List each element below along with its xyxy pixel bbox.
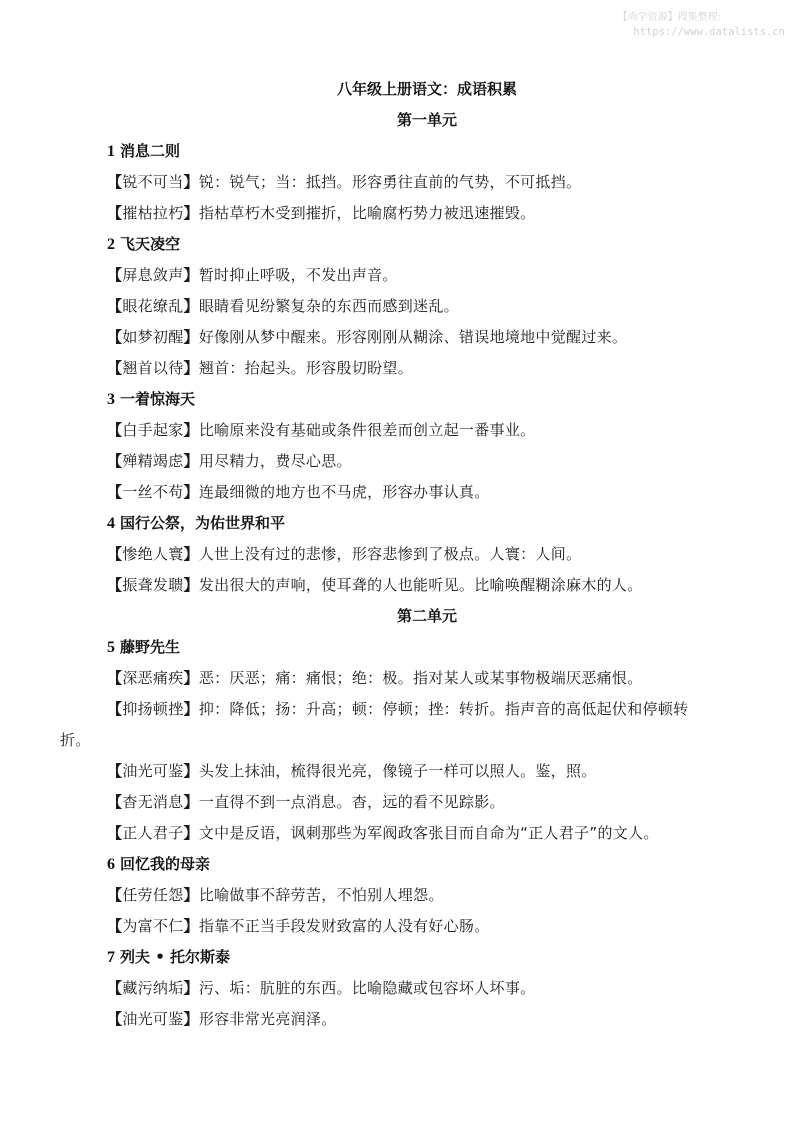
lesson-name: 藤野先生: [120, 638, 181, 656]
idiom-term: 殚精竭虑: [122, 452, 184, 470]
idiom-term: 锐不可当: [122, 173, 184, 191]
idiom-definition: 文中是反语，讽刺那些为军阀政客张目而自命为“正人君子”的文人。: [198, 824, 659, 842]
idiom-term: 抑扬顿挫: [122, 700, 184, 718]
idiom-entry: 【殚精竭虑】用尽精力，费尽心思。: [107, 452, 352, 470]
idiom-term: 惨绝人寰: [122, 545, 184, 563]
lesson-name: 一着惊海天: [120, 390, 196, 408]
idiom-entry: 【摧枯拉朽】指枯草朽木受到摧折，比喻腐朽势力被迅速摧毁。: [107, 204, 536, 222]
lesson-heading: [107, 508, 727, 539]
document-page: [60, 74, 727, 1035]
idiom-entry: 【杳无消息】一直得不到一点消息。杳，远的看不见踪影。: [107, 793, 505, 811]
idiom-definition: 发出很大的声响，使耳聋的人也能听见。比喻唤醒糊涂麻木的人。: [198, 576, 643, 594]
idiom-entry: 【屏息敛声】暂时抑止呼吸，不发出声音。: [107, 266, 398, 284]
watermark: [618, 10, 785, 40]
idiom-entry: 【深恶痛疾】恶：厌恶；痛：痛恨；绝：极。指对某人或某事物极端厌恶痛恨。: [107, 669, 643, 687]
idiom-entry: 【正人君子】文中是反语，讽刺那些为军阀政客张目而自命为“正人君子”的文人。: [107, 824, 659, 842]
watermark-source: 【尚学资源】搜集整理:: [617, 12, 721, 23]
lesson-heading: [107, 632, 727, 663]
idiom-term: 油光可鉴: [122, 762, 184, 780]
idiom-definition: 恶：厌恶；痛：痛恨；绝：极。指对某人或某事物极端厌恶痛恨。: [198, 669, 643, 687]
idiom-definition: 暂时抑止呼吸，不发出声音。: [198, 266, 398, 284]
idiom-definition: 比喻做事不辞劳苦，不怕别人埋怨。: [198, 886, 444, 904]
idiom-term: 深恶痛疾: [122, 669, 184, 687]
idiom-term: 藏污纳垢: [122, 979, 184, 997]
idiom-definition: 指靠不正当手段发财致富的人没有好心肠。: [198, 917, 490, 935]
idiom-entry: 【惨绝人寰】人世上没有过的悲惨，形容悲惨到了极点。人寰：人间。: [107, 545, 582, 563]
lesson-heading: [107, 849, 727, 880]
unit-title: 第二单元: [396, 607, 457, 625]
idiom-entry: 【油光可鉴】头发上抹油，梳得很光亮，像镜子一样可以照人。鉴，照。: [107, 762, 597, 780]
lesson-name: 消息二则: [120, 142, 181, 160]
idiom-entry: 【白手起家】比喻原来没有基础或条件很差而创立起一番事业。: [107, 421, 536, 439]
idiom-entry: 【振聋发聩】发出很大的声响，使耳聋的人也能听见。比喻唤醒糊涂麻木的人。: [107, 576, 643, 594]
lesson-number: 5: [107, 639, 115, 656]
idiom-term: 翘首以待: [122, 359, 184, 377]
idiom-entry: 【锐不可当】锐：锐气；当：抵挡。形容勇往直前的气势，不可抵挡。: [107, 173, 582, 191]
idiom-definition: 一直得不到一点消息。杳，远的看不见踪影。: [198, 793, 505, 811]
lesson-number: 3: [107, 391, 115, 408]
idiom-definition: 头发上抹油，梳得很光亮，像镜子一样可以照人。鉴，照。: [198, 762, 597, 780]
lesson-heading: [107, 136, 727, 167]
document-title: 八年级上册语文：成语积累: [336, 80, 517, 98]
idiom-definition: 抑：降低；扬：升高；顿：停顿；挫：转折。指声音的高低起伏和停顿转: [198, 700, 689, 718]
idiom-term: 任劳任怨: [122, 886, 184, 904]
idiom-entry: 【一丝不苟】连最细微的地方也不马虎，形容办事认真。: [107, 483, 490, 501]
idiom-definition: 锐：锐气；当：抵挡。形容勇往直前的气势，不可抵挡。: [198, 173, 582, 191]
idiom-definition: 翘首：抬起头。形容殷切盼望。: [198, 359, 414, 377]
idiom-definition: 用尽精力，费尽心思。: [198, 452, 352, 470]
lesson-number: 2: [107, 236, 115, 253]
idiom-term: 白手起家: [122, 421, 184, 439]
lesson-number: 6: [107, 856, 115, 873]
lesson-name: 回忆我的母亲: [120, 855, 211, 873]
idiom-term: 摧枯拉朽: [122, 204, 184, 222]
idiom-term: 眼花缭乱: [122, 297, 184, 315]
idiom-entry: 【眼花缭乱】眼睛看见纷繁复杂的东西而感到迷乱。: [107, 297, 459, 315]
unit-title: 第一单元: [396, 111, 457, 129]
idiom-term: 杳无消息: [122, 793, 184, 811]
idiom-entry: 【抑扬顿挫】抑：降低；扬：升高；顿：停顿；挫：转折。指声音的高低起伏和停顿转: [107, 700, 689, 718]
idiom-definition-continuation: 折。: [60, 731, 91, 749]
idiom-term: 屏息敛声: [122, 266, 184, 284]
lesson-name: 飞天凌空: [120, 235, 181, 253]
idiom-definition: 人世上没有过的悲惨，形容悲惨到了极点。人寰：人间。: [198, 545, 582, 563]
idiom-term: 油光可鉴: [122, 1010, 184, 1028]
idiom-term: 一丝不苟: [122, 483, 184, 501]
idiom-entry: 【为富不仁】指靠不正当手段发财致富的人没有好心肠。: [107, 917, 490, 935]
idiom-term: 正人君子: [122, 824, 184, 842]
idiom-entry: 【翘首以待】翘首：抬起头。形容殷切盼望。: [107, 359, 414, 377]
lesson-heading: [107, 942, 727, 973]
idiom-definition: 形容非常光亮润泽。: [198, 1010, 337, 1028]
idiom-definition: 眼睛看见纷繁复杂的东西而感到迷乱。: [198, 297, 459, 315]
idiom-definition: 好像刚从梦中醒来。形容刚刚从糊涂、错误地境地中觉醒过来。: [198, 328, 628, 346]
idiom-term: 如梦初醒: [122, 328, 184, 346]
idiom-definition: 污、垢：肮脏的东西。比喻隐藏或包容坏人坏事。: [198, 979, 536, 997]
idiom-definition: 连最细微的地方也不马虎，形容办事认真。: [198, 483, 490, 501]
idiom-entry: 【油光可鉴】形容非常光亮润泽。: [107, 1010, 337, 1028]
idiom-definition: 比喻原来没有基础或条件很差而创立起一番事业。: [198, 421, 536, 439]
idiom-term: 为富不仁: [122, 917, 184, 935]
lesson-number: 4: [107, 515, 115, 532]
idiom-term: 振聋发聩: [122, 576, 184, 594]
lesson-name: 国行公祭，为佑世界和平: [120, 514, 286, 532]
watermark-url: https://www.datalists.cn: [633, 26, 785, 38]
lesson-heading: [107, 384, 727, 415]
lesson-heading: [107, 229, 727, 260]
lesson-number: 1: [107, 143, 115, 160]
idiom-definition: 指枯草朽木受到摧折，比喻腐朽势力被迅速摧毁。: [198, 204, 536, 222]
lesson-number: 7: [107, 949, 115, 966]
idiom-entry: 【藏污纳垢】污、垢：肮脏的东西。比喻隐藏或包容坏人坏事。: [107, 979, 536, 997]
lesson-name: 列夫 • 托尔斯泰: [120, 948, 231, 966]
idiom-entry: 【任劳任怨】比喻做事不辞劳苦，不怕别人埋怨。: [107, 886, 444, 904]
idiom-entry: 【如梦初醒】好像刚从梦中醒来。形容刚刚从糊涂、错误地境地中觉醒过来。: [107, 328, 628, 346]
